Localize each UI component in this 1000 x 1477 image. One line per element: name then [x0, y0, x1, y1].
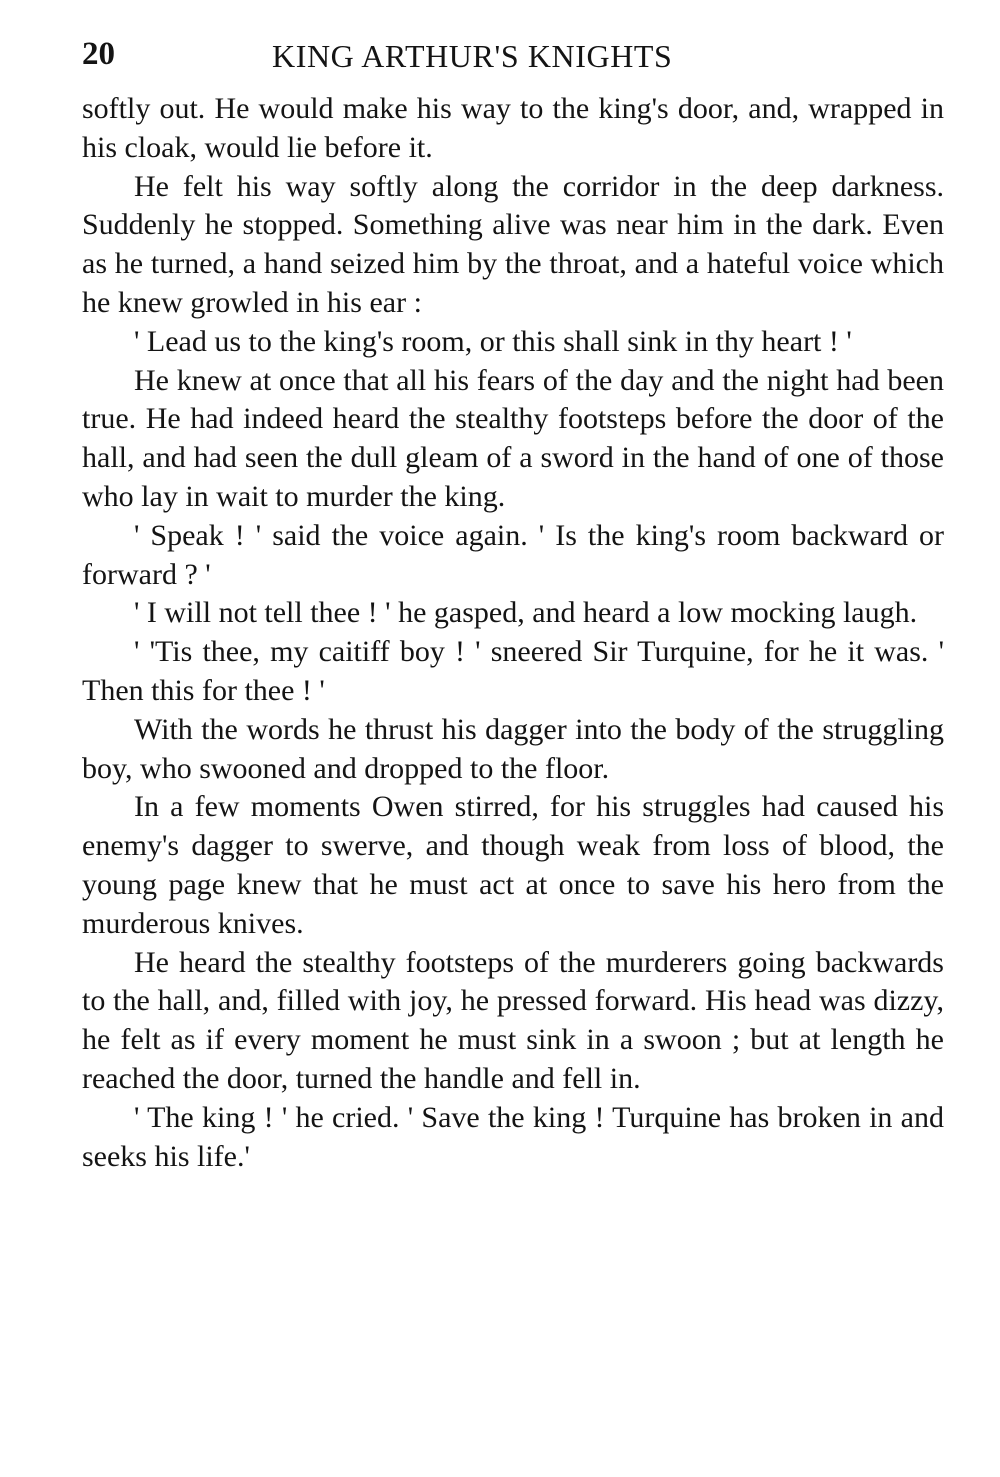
- paragraph: ' Speak ! ' said the voice again. ' Is the king's room backward or forward ? ': [82, 518, 944, 591]
- paragraph: In a few moments Owen stirred, for his struggles had caused his enemy's dagger to swerve, and though weak from loss of blood, the young page knew that he must act at once to save his hero from the murderous knives.: [82, 790, 944, 940]
- paragraph-continued: softly out. He would make his way to the king's door, and, wrapped in his cloak, would lie before it.: [82, 92, 944, 164]
- paragraph: ' 'Tis thee, my caitiff boy ! ' sneered Sir Turquine, for he it was. ' Then this for thee ! ': [82, 635, 944, 707]
- paragraph: He knew at once that all his fears of the day and the night had been true. He had indeed heard the stealthy footsteps before the door of the hall, and had seen the dull gleam of a sword in the hand of one of those who lay in wait to murder the king.: [82, 363, 944, 513]
- page-number: 20: [82, 36, 115, 72]
- paragraph: With the words he thrust his dagger into the body of the struggling boy, who swooned and dropped to the floor.: [82, 712, 944, 785]
- paragraph: He heard the stealthy footsteps of the murderers going backwards to the hall, and, filled with joy, he pressed forward. His head was dizzy, he felt as if every moment he must sink in a swoon ; but at length he reached the door, turned the handle and fell in.: [82, 945, 944, 1095]
- paragraph: ' Lead us to the king's room, or this shall sink in thy heart ! ': [134, 324, 852, 358]
- paragraph: ' I will not tell thee ! ' he gasped, and heard a low mocking laugh.: [134, 596, 918, 630]
- running-head: [82, 36, 944, 86]
- body-text: [82, 90, 944, 1176]
- paragraph: ' The king ! ' he cried. ' Save the king ! Turquine has broken in and seeks his life.': [82, 1100, 944, 1173]
- running-title: KING ARTHUR'S KNIGHTS: [272, 38, 673, 74]
- paragraph: He felt his way softly along the corridor in the deep darkness. Suddenly he stopped. Something alive was near him in the dark. Even as he turned, a hand seized him by the throat, and a hateful voice which he knew growled in his ear :: [82, 169, 944, 319]
